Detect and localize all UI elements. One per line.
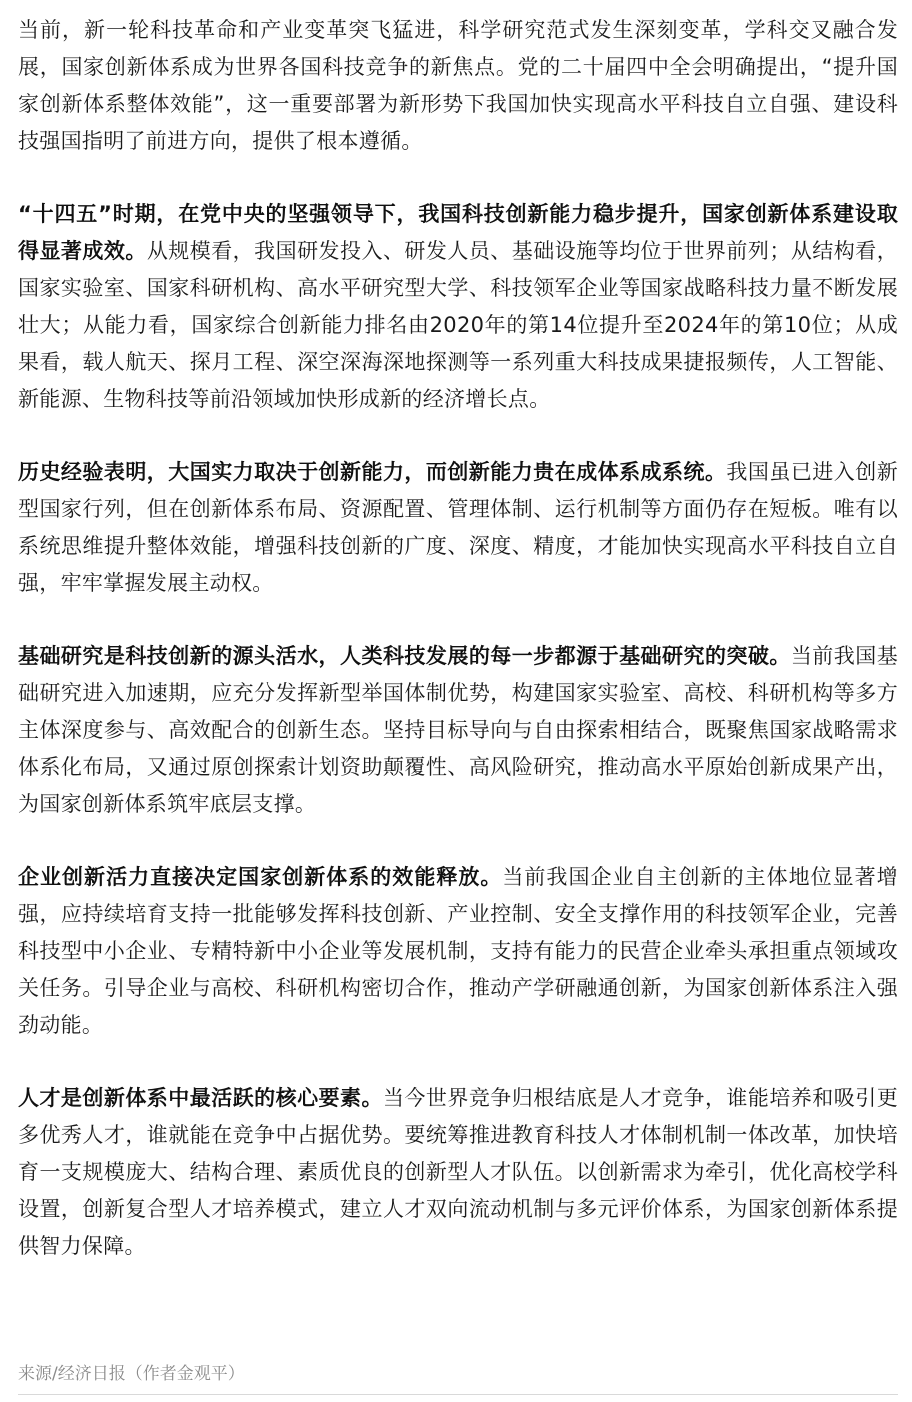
paragraph-body: 当前我国企业自主创新的主体地位显著增强，应持续培育支持一批能够发挥科技创新、产业控制、安全支撑作用的科技领军企业，完善科技型中小企业、专精特新中小企业等发展机制，支持有能力的民营企业牵头承担重点领域攻关任务。引导企业与高校、科研机构密切合作，推动产学研融通创新，为国家创新体系注入强劲动能。 [18,865,898,1037]
footer-divider [18,1394,898,1395]
paragraph-body: 从规模看，我国研发投入、研发人员、基础设施等均位于世界前列；从结构看，国家实验室、国家科研机构、高水平研究型大学、科技领军企业等国家战略科技力量不断发展壮大；从能力看，国家综合创新能力排名由2020年的第14位提升至2024年的第10位；从成果看，载人航天、探月工程、深空深海深地探测等一系列重大科技成果捷报频传，人工智能、新能源、生物科技等前沿领域加快形成新的经济增长点。 [18,239,898,411]
article-paragraph-6 [18,1080,898,1265]
paragraph-body: 当前，新一轮科技革命和产业变革突飞猛进，科学研究范式发生深刻变革，学科交叉融合发展，国家创新体系成为世界各国科技竞争的新焦点。党的二十届四中全会明确提出，“提升国家创新体系整体效能”，这一重要部署为新形势下我国加快实现高水平科技自立自强、建设科技强国指明了前进方向，提供了根本遵循。 [18,18,898,153]
paragraph-lead: 基础研究是科技创新的源头活水，人类科技发展的每一步都源于基础研究的突破。 [18,644,791,668]
paragraph-lead: “十四五”时期，在党中央的坚强领导下，我国科技创新能力稳步提升，国家创新体系建设取得显著成效。 [18,202,898,263]
paragraph-lead: 历史经验表明，大国实力取决于创新能力，而创新能力贵在成体系成系统。 [18,460,727,484]
article-paragraph-1 [18,12,898,160]
article-source: 来源/经济日报（作者金观平） [18,1364,245,1384]
paragraph-lead: 人才是创新体系中最活跃的核心要素。 [18,1086,383,1110]
paragraph-body: 当今世界竞争归根结底是人才竞争，谁能培养和吸引更多优秀人才，谁就能在竞争中占据优势。要统筹推进教育科技人才体制机制一体改革，加快培育一支规模庞大、结构合理、素质优良的创新型人才队伍。以创新需求为牵引，优化高校学科设置，创新复合型人才培养模式，建立人才双向流动机制与多元评价体系，为国家创新体系提供智力保障。 [18,1086,898,1258]
article-paragraph-4 [18,638,898,823]
paragraph-body: 当前我国基础研究进入加速期，应充分发挥新型举国体制优势，构建国家实验室、高校、科研机构等多方主体深度参与、高效配合的创新生态。坚持目标导向与自由探索相结合，既聚焦国家战略需求体系化布局，又通过原创探索计划资助颠覆性、高风险研究，推动高水平原始创新成果产出，为国家创新体系筑牢底层支撑。 [18,644,899,816]
article-body [18,12,898,1301]
paragraph-body: 我国虽已进入创新型国家行列，但在创新体系布局、资源配置、管理体制、运行机制等方面仍存在短板。唯有以系统思维提升整体效能，增强科技创新的广度、深度、精度，才能加快实现高水平科技自立自强，牢牢掌握发展主动权。 [18,460,898,595]
article-paragraph-2 [18,196,898,418]
article-paragraph-3 [18,454,898,602]
article-paragraph-5 [18,859,898,1044]
paragraph-lead: 企业创新活力直接决定国家创新体系的效能释放。 [18,865,503,889]
